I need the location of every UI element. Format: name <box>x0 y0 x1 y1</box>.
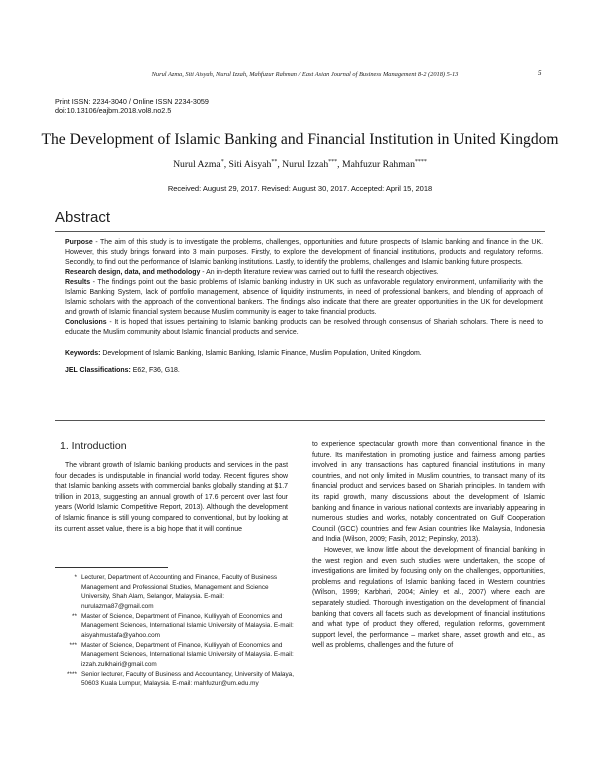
results-label: Results <box>65 279 91 286</box>
method-text: - An in-depth literature review was carried out to fulfil the research objectives. <box>200 269 439 276</box>
abstract-body <box>65 238 543 338</box>
footnote <box>55 573 295 611</box>
author-name: Nurul Azma <box>173 159 221 170</box>
footnote-mark: *** <box>69 641 77 649</box>
conclusions-label: Conclusions <box>65 319 107 326</box>
author-mark: * <box>220 159 224 165</box>
author-separator: , <box>337 159 343 170</box>
page-number: 5 <box>538 69 542 77</box>
paper-title: The Development of Islamic Banking and Financial Institution in United Kingdom <box>41 131 559 148</box>
results-text: - The findings point out the basic problems of Islamic banking industry in UK such as unfavorable regulatory environment, unfamiliarity with the Islamic Banking System, lack of portfolio management, absence of liquidity instruments, in need of professional bankers, and blending of approach of Islamic scholars with the approach of the conventional bankers. The findings also indicate that there are greater opportunities in the UK for development and growth of Islamic financial system because Muslim community is eager to take financial products. <box>65 279 543 316</box>
footnote-text: Senior lecturer, Faculty of Business and Accountancy, University of Malaya, 50603 Kuala Lumpur, Malaysia. E-mail: mahfuzur@um.edu.my <box>81 670 295 687</box>
author-name: Siti Aisyah <box>228 159 272 170</box>
author-name: Nurul Izzah <box>282 159 329 170</box>
footnote-text: Master of Science, Department of Finance, Kulliyyah of Economics and Management Sciences, International Islamic University of Malaysia. E-mail: aisyahmustafa@yahoo.com <box>81 612 294 639</box>
keywords-text: Development of Islamic Banking, Islamic Banking, Islamic Finance, Muslim Population, United Kingdom. <box>100 350 422 357</box>
footnote <box>55 641 295 670</box>
doi-line: doi:10.13106/eajbm.2018.vol8.no2.5 <box>55 106 172 115</box>
author-mark: *** <box>328 159 338 165</box>
footnote-text: Lecturer, Department of Accounting and Finance, Faculty of Business Management and Professional Studies, Management and Science University, Shah Alam, Selangor, Malaysia. E-mail: nurulazma87@gmail.com <box>81 574 278 610</box>
intro-paragraph: The vibrant growth of Islamic banking products and services in the past four decades is undisputable in financial world today. Recent figures show that Islamic banking assets with commercial banks globally standing at $1.7 trillion in 2013, suggesting an annual growth of 17.6 percent over last four years (World Islamic Competitive Report, 2013). Although the development of Islamic finance is still young compared to conventional, but by looking at its current asset value, there is a big hope that it will continue <box>55 462 288 533</box>
purpose-text: - The aim of this study is to investigate the problems, challenges, opportunities and future prospects of Islamic banking and finance in the UK. However, this study brings forward into 3 main purposes. Firstly, to explore the development of financial institutions, products and regulatory reforms. Secondly, to find out the performance of Islamic banking institutions. Lastly, to identify the problems, challenges and Islamic banking future prospects. <box>65 239 543 266</box>
footnote-rule <box>55 567 168 568</box>
author-mark: ** <box>271 159 278 165</box>
author-mark: **** <box>414 159 427 165</box>
keywords <box>65 349 543 359</box>
method-label: Research design, data, and methodology <box>65 269 201 276</box>
footnote-mark: **** <box>67 670 77 678</box>
footnotes <box>55 573 295 689</box>
keywords-label: Keywords: <box>65 350 101 357</box>
abstract-purpose <box>65 238 543 268</box>
footnote-mark: ** <box>72 612 77 620</box>
footnote <box>55 670 295 689</box>
running-head: Nurul Azma, Siti Aisyah, Nurul Izzah, Mahfuzur Rahman / East Asian Journal of Business Management 8-2 (2018) 5-13 <box>151 71 459 78</box>
publication-meta <box>55 97 209 115</box>
intro-right-column <box>312 440 545 652</box>
abstract-method <box>65 268 543 278</box>
footnote-mark: * <box>74 574 77 581</box>
conclusions-text: - It is hoped that issues pertaining to Islamic banking products can be resolved through consensus of Shariah scholars. There is need to educate the Muslim community about Islamic financial products and service. <box>65 319 543 336</box>
intro-paragraph: However, we know little about the development of financial banking in the west region and even such studies were undertaken, the scope of investigations are limited by focusing only on the challenges, opportunities, problems and regulations of Islamic banking faced in Western countries (Wilson, 1999; Karbhari, 2004; Ainley et al., 2007) where each are separately studied. Thorough investigation on the development of financial banking that covers all facets such as development of financial institutions and what type of product they offered, regulation reforms, government support level, the performance – market share, asset growth and etc., as well as problems, challenges and the future of <box>312 546 545 650</box>
intro-paragraph: to experience spectacular growth more than conventional finance in the future. Its manifestation in promoting justice and fairness among parties involved in any transactions has captured financial institutions in many countries, and not only limited in Muslim countries, to transact many of its financial product and services based on Shariah principles. In tandem with its rapid growth, many discussions about the development of Islamic banking and finance in various national contexts are invariably appearing in numerous studies and works, notably concentrated on Gulf Cooperation Council (GCC) countries and few Asian countries like Malaysia, Indonesia and India (Wilson, 2009; Fasih, 2012; Pepinsky, 2013). <box>312 441 545 544</box>
purpose-label: Purpose <box>65 239 93 246</box>
author-separator: , <box>223 159 229 170</box>
abstract-heading: Abstract <box>55 209 111 226</box>
jel-text: E62, F36, G18. <box>130 367 180 374</box>
abstract-bottom-rule <box>55 420 545 421</box>
author-list <box>80 159 520 170</box>
abstract-results <box>65 278 543 318</box>
abstract-conclusions <box>65 318 543 338</box>
jel-classifications <box>65 366 543 376</box>
abstract-top-rule <box>55 231 545 232</box>
submission-dates: Received: August 29, 2017. Revised: August 30, 2017. Accepted: April 15, 2018 <box>167 184 433 193</box>
jel-label: JEL Classifications: <box>65 367 131 374</box>
author-name: Mahfuzur Rahman <box>342 159 415 170</box>
author-separator: , <box>277 159 283 170</box>
footnote <box>55 612 295 641</box>
section-heading-introduction: 1. Introduction <box>60 440 127 452</box>
issn-line: Print ISSN: 2234-3040 / Online ISSN 2234-3059 <box>55 97 209 106</box>
intro-left-column <box>55 461 288 535</box>
footnote-text: Master of Science, Department of Finance, Kulliyyah of Economics and Management Sciences, International Islamic University of Malaysia. E-mail: izzah.zulkhairi@gmail.com <box>81 641 294 668</box>
